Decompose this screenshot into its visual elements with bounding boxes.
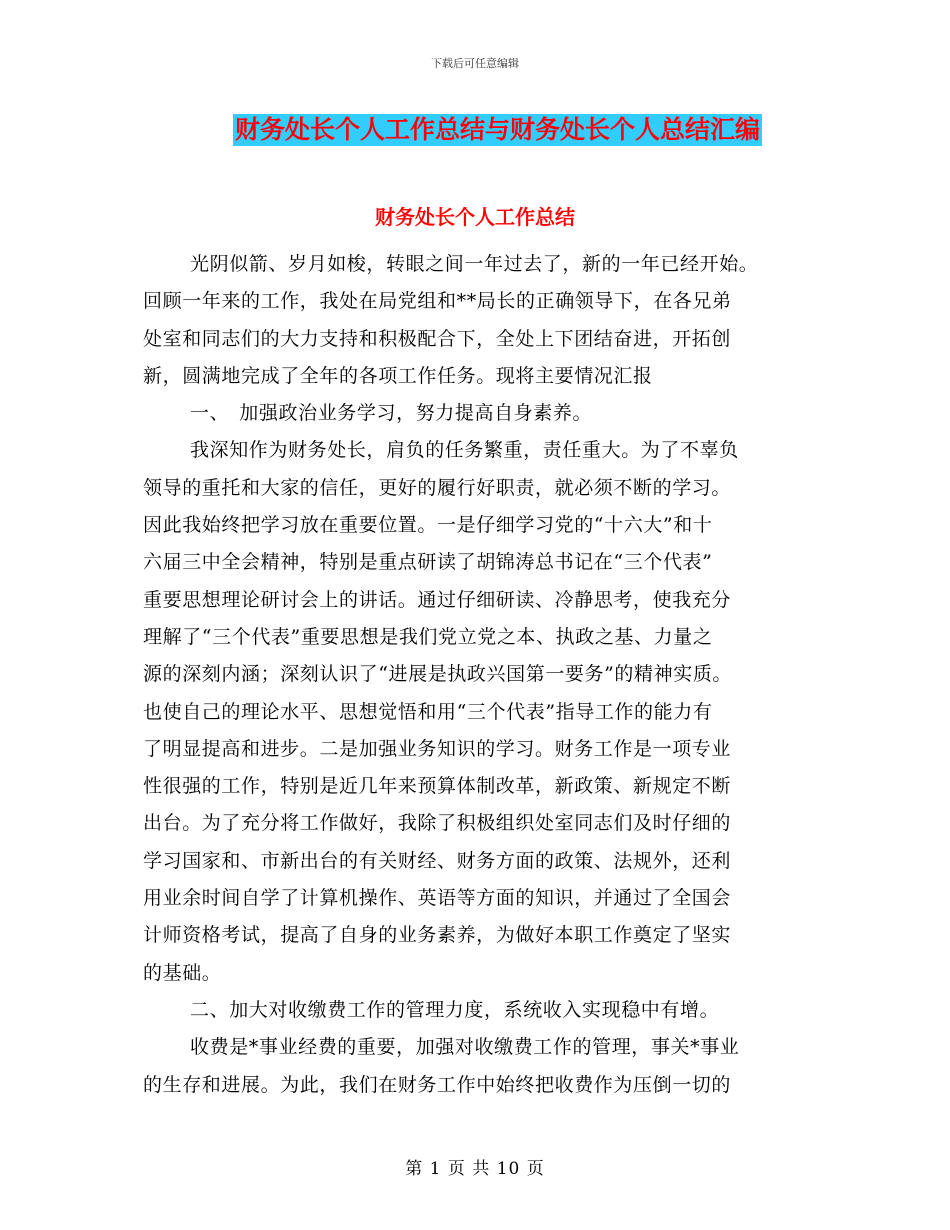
paragraph-line: 出台。为了充分将工作做好，我除了积极组织处室同志们及时仔细的: [143, 812, 732, 835]
paragraph-line: 也使自己的理论水平、思想觉悟和用“三个代表”指导工作的能力有: [143, 700, 713, 723]
paragraph-line: 重要思想理论研讨会上的讲话。通过仔细研读、冷静思考，使我充分: [143, 588, 732, 611]
paragraph-line: 新，圆满地完成了全年的各项工作任务。现将主要情况汇报: [143, 364, 653, 387]
paragraph-line: 的生存和进展。为此，我们在财务工作中始终把收费作为压倒一切的: [143, 1073, 732, 1096]
paragraph-line: 六届三中全会精神，特别是重点研读了胡锦涛总书记在“三个代表”: [143, 551, 713, 574]
paragraph-line: 光阴似箭、岁月如梭，转眼之间一年过去了，新的一年已经开始。: [190, 253, 759, 275]
paragraph-line: 了明显提高和进步。二是加强业务知识的学习。财务工作是一项专业: [143, 737, 732, 760]
paragraph-line: 处室和同志们的大力支持和积极配合下，全处上下团结奋进，开拓创: [143, 327, 732, 350]
heading-line: 二、加大对收缴费工作的管理力度，系统收入实现稳中有增。: [190, 998, 720, 1021]
page-footer: 第 1 页 共 10 页: [405, 1159, 545, 1179]
paragraph-line: 回顾一年来的工作，我处在局党组和**局长的正确领导下，在各兄弟: [143, 290, 732, 313]
paragraph-line: 性很强的工作，特别是近几年来预算体制改革，新政策、新规定不断: [143, 775, 732, 798]
paragraph-line: 学习国家和、市新出台的有关财经、财务方面的政策、法规外，还利: [143, 849, 732, 872]
paragraph-line: 因此我始终把学习放在重要位置。一是仔细学习党的“十六大”和十: [143, 514, 713, 537]
section-title: 财务处长个人工作总结: [375, 205, 575, 229]
main-title-container: [0, 114, 950, 146]
heading-line: 一、 加强政治业务学习，努力提高自身素养。: [190, 402, 593, 425]
paragraph-line: 的基础。: [143, 961, 222, 984]
paragraph-line: 收费是*事业经费的重要，加强对收缴费工作的管理，事关*事业: [190, 1036, 740, 1059]
paragraph-line: 用业余时间自学了计算机操作、英语等方面的知识，并通过了全国会: [143, 887, 732, 910]
paragraph-line: 领导的重托和大家的信任，更好的履行好职责，就必须不断的学习。: [143, 476, 732, 499]
body-text: [143, 246, 811, 1104]
header-note: 下载后可任意编辑: [431, 57, 519, 70]
paragraph-line: 理解了“三个代表”重要思想是我们党立党之本、执政之基、力量之: [143, 625, 713, 648]
paragraph-line: 计师资格考试，提高了自身的业务素养，为做好本职工作奠定了坚实: [143, 924, 732, 947]
main-title: 财务处长个人工作总结与财务处长个人总结汇编: [234, 115, 760, 144]
paragraph-line: 源的深刻内涵；深刻认识了“进展是执政兴国第一要务”的精神实质。: [143, 663, 733, 686]
paragraph-line: 我深知作为财务处长，肩负的任务繁重，责任重大。为了不辜负: [190, 439, 739, 462]
